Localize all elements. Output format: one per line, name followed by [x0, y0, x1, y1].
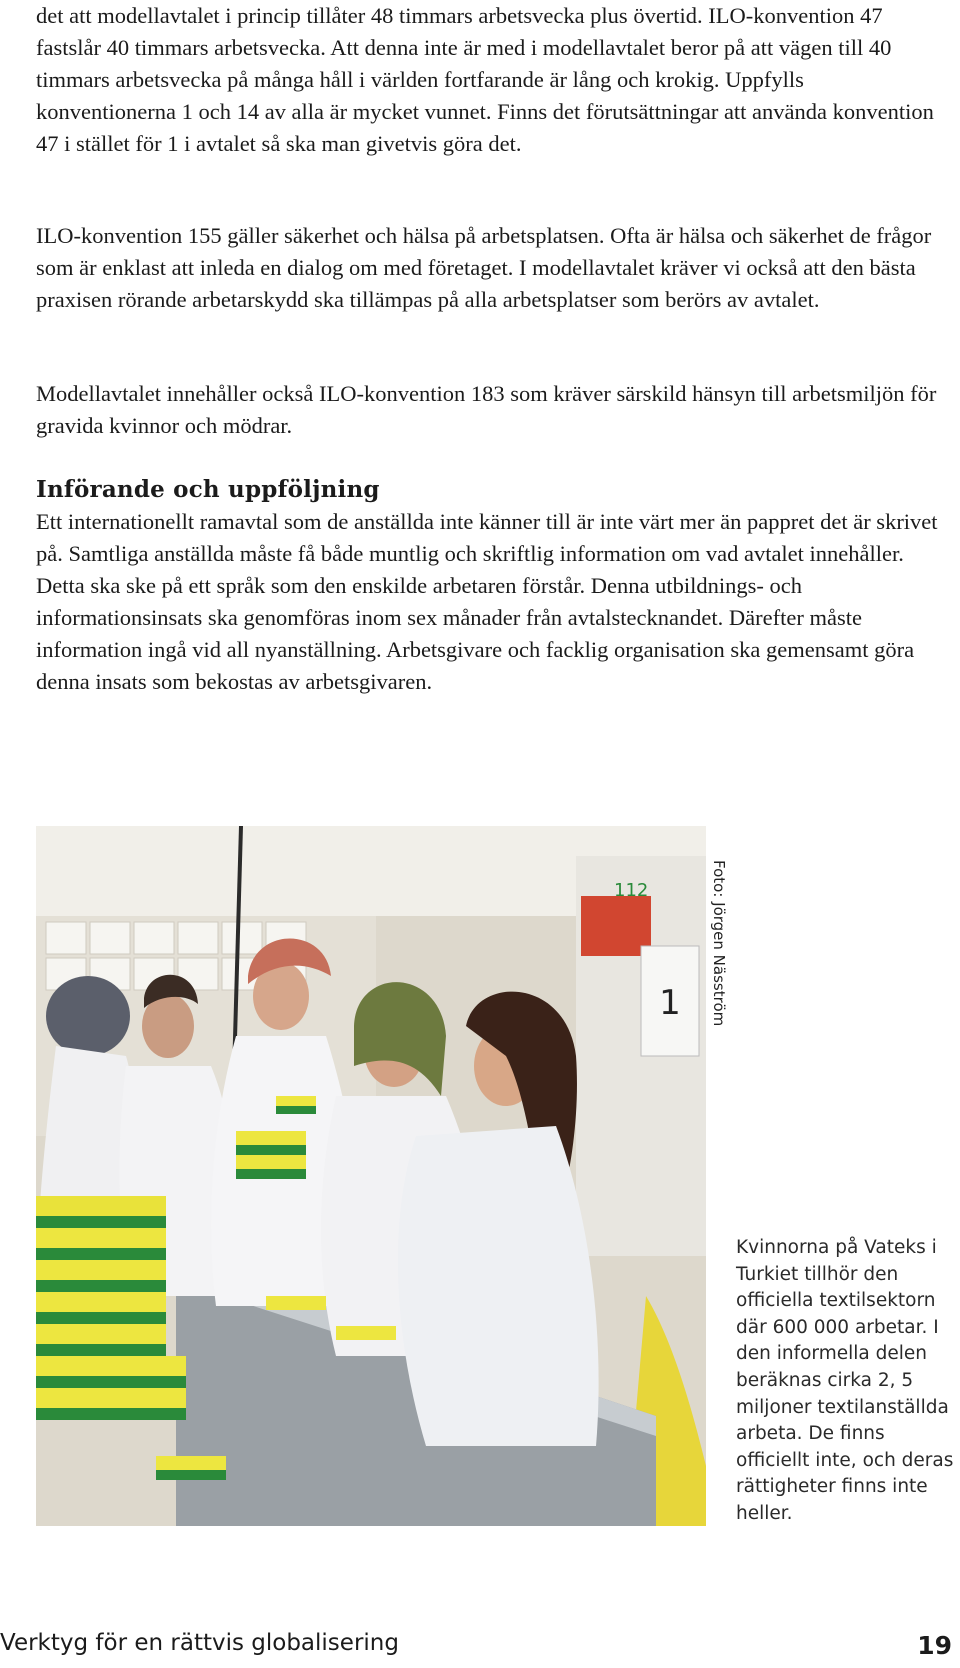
paragraph-text: Ett internationellt ramavtal som de anställda inte känner till är inte värt mer än pappret det är skrivet på. Samtliga anställda måste få både muntlig och skriftlig information om vad avtalet innehåller. Detta ska ske på ett språk som den enskilde arbetaren förstår. Denna utbildnings- och informationsinsats ska genomföras inom sex månader från avtalstecknandet. Därefter måste information ingå vid all nyanställning. Arbetsgivare och facklig organisation ska gemensamt göra denna insats som bekostas av arbetsgivaren. [36, 509, 938, 694]
paragraph-working-hours [36, 0, 946, 160]
page-number: 19 [917, 1631, 952, 1660]
section-heading: Införande och uppföljning [36, 476, 380, 503]
footer-publication-title: Verktyg för en rättvis globalisering [0, 1630, 399, 1656]
paragraph-pregnancy [36, 378, 946, 442]
photo-caption: Kvinnorna på Vateks i Turkiet tillhör den officiella textilsektorn där 600 000 arbetar. I den informella delen beräknas cirka 2, 5 miljoner textilanställda arbeta. De finns officiellt inte, och deras rättigheter finns inte heller. [736, 1237, 954, 1524]
paragraph-text: det att modellavtalet i princip tillåter 48 timmars arbetsvecka plus övertid. ILO-konvention 47 fastslår 40 timmars arbetsvecka. Att denna inte är med i modellavtalet beror på att vägen till 40 timmars arbetsvecka på många håll i världen fortfarande är lång och krokig. Uppfylls konventionerna 1 och 14 av alla är mycket vunnet. Finns det förutsättningar att använda konvention 47 i stället för 1 i avtalet så ska man givetvis göra det. [36, 3, 934, 156]
photo-credit: Foto: Jörgen Näsström [710, 860, 728, 1027]
paragraph-safety [36, 220, 946, 316]
wall-number-sign: 1 [659, 983, 681, 1023]
paragraph-text: Modellavtalet innehåller också ILO-konvention 183 som kräver särskild hänsyn till arbetsmiljön för gravida kvinnor och mödrar. [36, 381, 937, 438]
factory-photo [36, 826, 706, 1526]
factory-photo-illustration [36, 826, 706, 1526]
paragraph-implementation [36, 506, 946, 698]
paragraph-text: ILO-konvention 155 gäller säkerhet och hälsa på arbetsplatsen. Ofta är hälsa och säkerhet de frågor som är enklast att inleda en dialog om med företaget. I modellavtalet kräver vi också att den bästa praxisen rörande arbetarskydd ska tillämpas på alla arbetsplatser som berörs av avtalet. [36, 223, 932, 312]
wall-code-label: 112 [614, 880, 649, 901]
